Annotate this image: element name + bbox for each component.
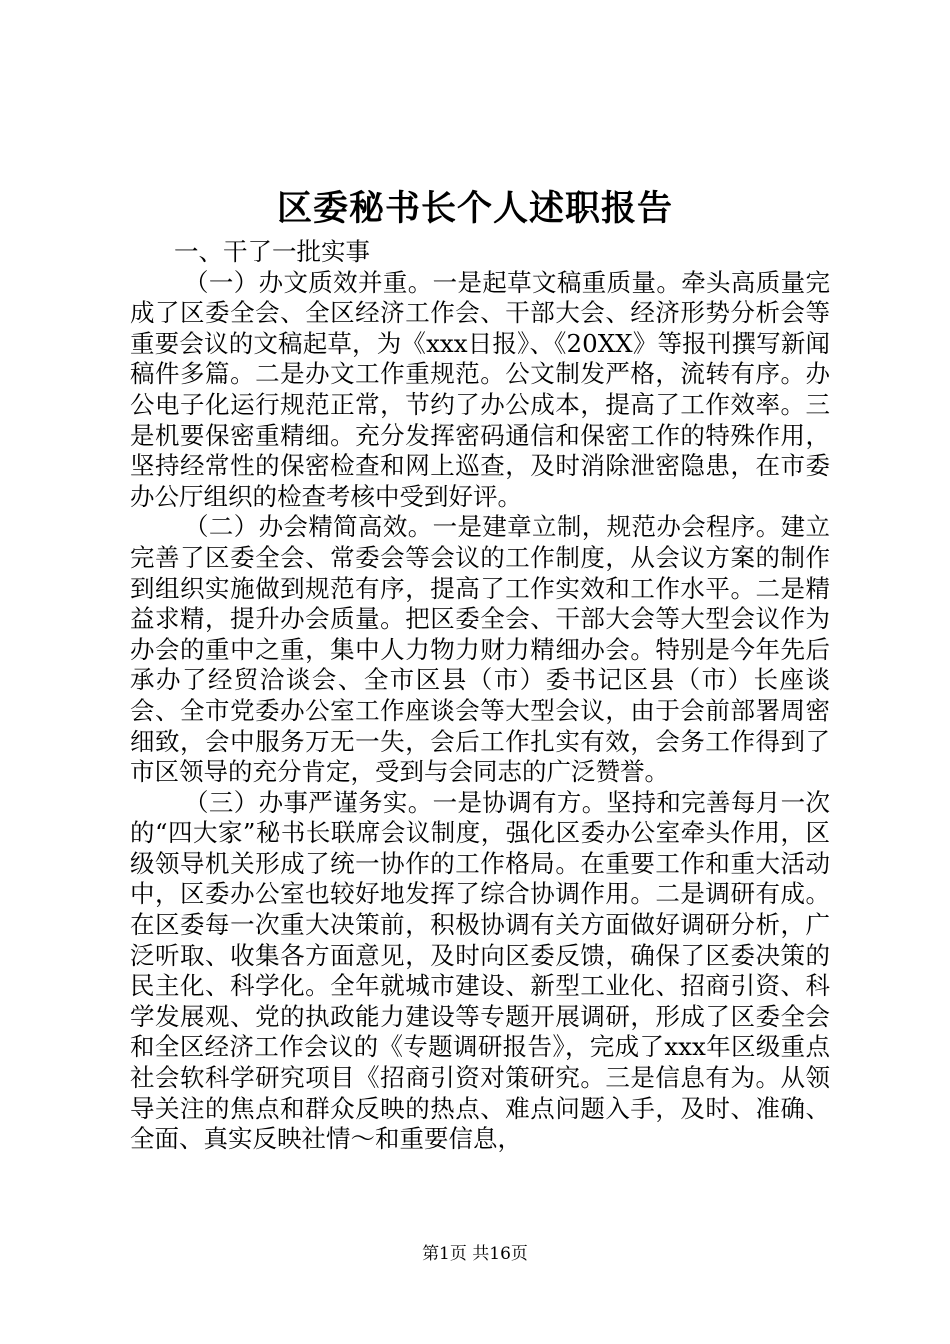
paragraph-3: （三）办事严谨务实。一是协调有方。坚持和完善每月一次的“四大家”秘书长联席会议制度，强化区委办公室牵头作用，区级领导机关形成了统一协作的工作格局。在重要工作和重大活动中，区委办公室也较好地发挥了综合协调作用。二是调研有成。在区委每一次重大决策前，积极协调有关方面做好调研分析，广泛听取、收集各方面意见，及时向区委反馈，确保了区委决策的民主化、科学化。全年就城市建设、新型工业化、招商引资、科学发展观、党的执政能力建设等专题开展调研，形成了区委全会和全区经济工作会议的《专题调研报告》，完成了xxx年区级重点社会软科学研究项目《招商引资对策研究。三是信息有为。从领导关注的焦点和群众反映的热点、难点问题入手，及时、准确、全面、真实反映社情～和重要信息， xyxy=(130,787,830,1154)
document-title: 区委秘书长个人述职报告 xyxy=(276,188,673,229)
section-heading: 一、干了一批实事 xyxy=(174,237,370,266)
paragraph-2: （二）办会精简高效。一是建章立制，规范办会程序。建立完善了区委全会、常委会等会议的工作制度，从会议方案的制作到组织实施做到规范有序，提高了工作实效和工作水平。二是精益求精，提升办会质量。把区委全会、干部大会等大型会议作为办会的重中之重，集中人力物力财力精细办会。特别是今年先后承办了经贸洽谈会、全市区县（市）委书记区县（市）长座谈会、全市党委办公室工作座谈会等大型会议，由于会前部署周密细致，会中服务万无一失，会后工作扎实有效，会务工作得到了市区领导的充分肯定，受到与会同志的广泛赞誉。 xyxy=(130,512,830,787)
document-body xyxy=(130,237,830,1155)
page-number-footer: 第1页 共16页 xyxy=(422,1244,528,1264)
paragraph-1: （一）办文质效并重。一是起草文稿重质量。牵头高质量完成了区委全会、全区经济工作会、干部大会、经济形势分析会等重要会议的文稿起草，为《xxx日报》、《20XX》等报刊撰写新闻稿件多篇。二是办文工作重规范。公文制发严格，流转有序。办公电子化运行规范正常，节约了办公成本，提高了工作效率。三是机要保密重精细。充分发挥密码通信和保密工作的特殊作用，坚持经常性的保密检查和网上巡查，及时消除泄密隐患，在市委办公厅组织的检查考核中受到好评。 xyxy=(130,267,830,511)
